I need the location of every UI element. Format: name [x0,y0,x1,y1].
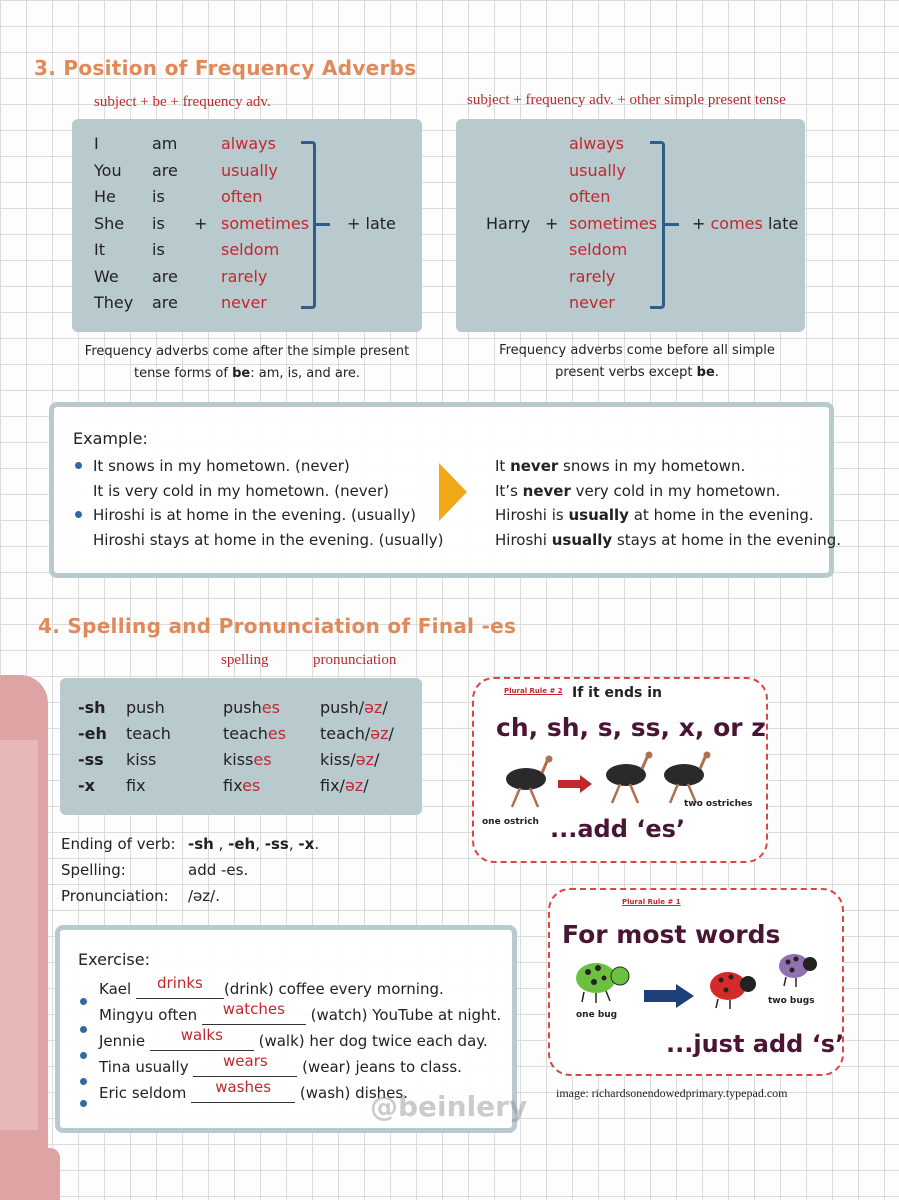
right-note-line-1: Frequency adverbs come before all simple [499,343,775,358]
right-note [452,340,822,384]
col-spelling: spelling [221,652,269,668]
ostrich-icon [598,751,656,807]
adverb: rarely [221,267,268,286]
rule-ending-value: -sh , -eh, -ss, -x. [188,835,320,853]
pronunciation: kiss/əz/ [320,750,380,769]
example-right-2: It’s never very cold in my hometown. [495,482,781,500]
verb: push [126,698,165,717]
two-label: two bugs [768,996,815,1006]
verb: is [152,187,165,206]
subject: She [94,214,125,233]
pronunciation: fix/əz/ [320,776,369,795]
example-right-3: Hiroshi is usually at home in the evening. [495,506,814,524]
exercise-label: Exercise: [78,950,150,969]
tail-plus: + [692,214,706,233]
card-title: For most words [562,920,781,949]
right-note-line-2: present verbs except be. [555,365,719,380]
verb: is [152,240,165,259]
bullet-icon [80,1078,87,1085]
answer: wears [223,1052,268,1070]
ending: -ss [78,750,104,769]
right-formula: subject + frequency adv. + other simple present tense [467,92,786,108]
pronunciation: teach/əz/ [320,724,394,743]
rule-pron-value: /əz/. [188,887,220,905]
right-tail [692,214,798,233]
subject-harry: Harry [486,214,531,233]
adverb: often [221,187,263,206]
ladybug-icon [774,948,820,988]
subject: It [94,240,105,259]
ladybug-icon [706,964,762,1010]
adverb: usually [221,161,278,180]
plural-rule-card-es [472,677,768,863]
adverb: often [569,187,611,206]
adverb: always [221,134,276,153]
image-credit: image: richardsonendowedprimary.typepad.com [556,1086,788,1100]
exercise-item-3: Jennie walks (walk) her dog twice each day. [99,1026,488,1050]
bracket-icon [301,141,316,309]
arrow-right-icon [644,984,694,1008]
adverb: seldom [569,240,628,259]
one-label: one ostrich [482,817,539,827]
watermark: @beinlery [370,1090,528,1123]
bullet-icon [80,1100,87,1107]
adverb: never [569,293,615,312]
bracket-tick [665,223,679,226]
verb: is [152,214,165,233]
verb: kiss [126,750,157,769]
col-pronunciation: pronunciation [313,652,397,668]
adverb: sometimes [221,214,310,233]
rule-spelling-label: Spelling: [61,861,126,879]
two-label: two ostriches [684,799,753,809]
rule-ending: Ending of verb: [61,835,176,853]
tail-verb: comes [710,214,763,233]
bracket-tick [316,223,330,226]
card-tag: Plural Rule # 1 [622,898,681,906]
ladybug-icon [572,956,634,1004]
left-note-line-2: tense forms of be: am, is, and are. [133,366,361,381]
verb: fix [126,776,146,795]
adverb: never [221,293,267,312]
subject: They [94,293,134,312]
adverb: always [569,134,624,153]
pronunciation: push/əz/ [320,698,388,717]
ending: -x [78,776,95,795]
subject: We [94,267,119,286]
verb: are [152,161,178,180]
verb: am [152,134,178,153]
exercise-item-1: Kael drinks (drink) coffee every morning. [99,974,444,998]
bullet-icon [80,998,87,1005]
bullet-icon [75,511,82,518]
bullet-icon [80,1052,87,1059]
card-result: ...just add ‘s’ [666,1030,845,1058]
subject: I [94,134,99,153]
spelling: fixes [223,776,261,795]
card-endings: ch, sh, s, ss, x, or z [496,713,766,742]
left-note [62,341,432,385]
left-tail: + late [347,214,396,233]
verb: teach [126,724,171,743]
answer: washes [215,1078,272,1096]
spelling: pushes [223,698,280,717]
ostrich-icon [498,755,556,811]
ending: -eh [78,724,107,743]
exercise-item-4: Tina usually wears (wear) jeans to class. [99,1052,462,1076]
card-tag: Plural Rule # 2 [504,687,563,695]
adverb: seldom [221,240,280,259]
decorative-shape-inner [0,740,38,1130]
tail-rest: late [767,214,799,233]
example-left-3: Hiroshi is at home in the evening. (usually) [93,506,416,524]
plural-rule-card-s [548,888,844,1076]
decorative-shape-foot [0,1148,60,1200]
plus-sign: + [545,214,559,233]
spelling-table [60,678,422,815]
verb: are [152,267,178,286]
card-subtitle: If it ends in [572,685,662,701]
subject: You [94,161,122,180]
example-label: Example: [73,429,148,448]
adverb: usually [569,161,626,180]
ending: -sh [78,698,106,717]
section-3-title: 3. Position of Frequency Adverbs [34,56,417,80]
answer: walks [180,1026,223,1044]
arrow-right-icon [439,463,469,521]
section-4-title: 4. Spelling and Pronunciation of Final -es [38,614,517,638]
subject: He [94,187,116,206]
left-adverb-table [72,119,422,332]
bullet-icon [75,462,82,469]
left-formula: subject + be + frequency adv. [94,94,271,110]
card-result: ...add ‘es’ [550,815,686,843]
plus-sign: + [194,214,208,233]
spelling: kisses [223,750,272,769]
rule-spelling-value: add -es. [188,861,249,879]
example-left-2: It is very cold in my hometown. (never) [93,482,389,500]
left-note-line-1: Frequency adverbs come after the simple present [84,344,410,359]
example-left-1: It snows in my hometown. (never) [93,457,350,475]
example-right-1: It never snows in my hometown. [495,457,746,475]
bullet-icon [80,1026,87,1033]
example-box [49,402,842,578]
answer: watches [222,1000,285,1018]
exercise-item-5: Eric seldom washes (wash) dishes. [99,1078,408,1102]
answer: drinks [157,974,203,992]
exercise-item-2: Mingyu often watches (watch) YouTube at night. [99,1000,502,1024]
verb: are [152,293,178,312]
adverb: sometimes [569,214,658,233]
bracket-icon [650,141,665,309]
right-adverb-table [456,119,805,332]
arrow-right-icon [558,775,592,793]
example-left-4: Hiroshi stays at home in the evening. (usually) [93,531,444,549]
example-right-4: Hiroshi usually stays at home in the evening. [495,531,842,549]
rule-pron-label: Pronunciation: [61,887,169,905]
adverb: rarely [569,267,616,286]
spelling: teaches [223,724,287,743]
one-label: one bug [576,1010,618,1020]
